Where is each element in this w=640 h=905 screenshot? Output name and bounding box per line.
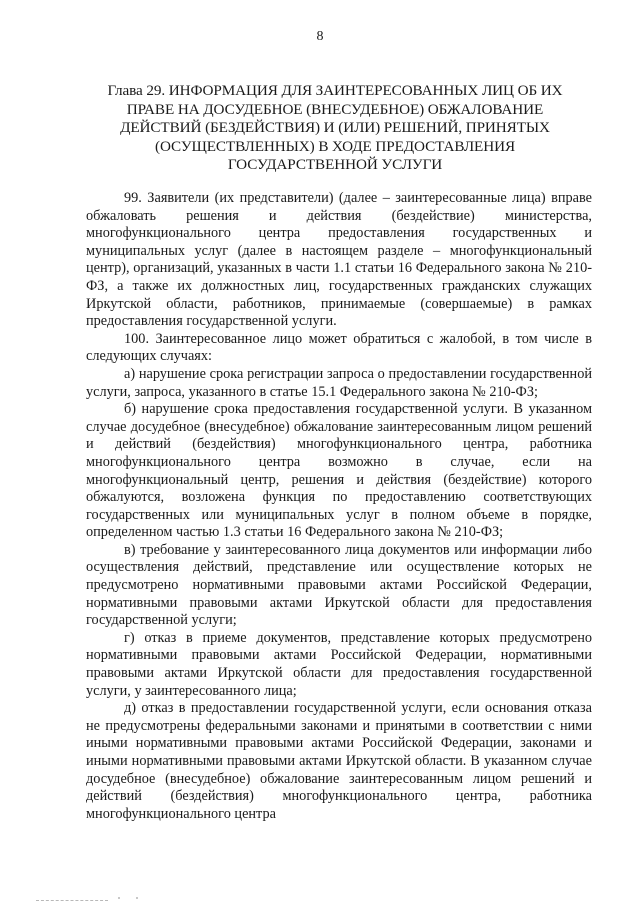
chapter-heading	[80, 82, 590, 175]
footer-divider	[36, 900, 108, 901]
page-number: 8	[316, 29, 324, 44]
body-text	[86, 190, 592, 823]
heading-line: ГОСУДАРСТВЕННОЙ УСЛУГИ	[227, 156, 443, 173]
heading-line: Глава 29. ИНФОРМАЦИЯ ДЛЯ ЗАИНТЕРЕСОВАННЫХ ЛИЦ ОБ ИХ	[107, 82, 563, 99]
footer-mark	[118, 897, 120, 899]
heading-line: ДЕЙСТВИЙ (БЕЗДЕЙСТВИЯ) И (ИЛИ) РЕШЕНИЙ, ПРИНЯТЫХ	[120, 119, 550, 136]
footer-mark	[136, 897, 138, 899]
list-item-a: а) нарушение срока регистрации запроса о предоставлении государственной услуги, запроса, указанного в статье 15.1 Федерального закона № 210-ФЗ;	[86, 365, 592, 400]
list-item-d: д) отказ в предоставлении государственной услуги, если основания отказа не предусмотрены федеральными законами и принятыми в соответствии с ними иными нормативными правовыми актами Российской Федерации, законами и иными нормативными правовыми актами Иркутской области. В указанном случае досудебное (внесудебное) обжалование заинтересованным лицом решений и действий (бездействия) многофункционального центра, работника многофункционального центра	[86, 700, 592, 822]
list-item-v: в) требование у заинтересованного лица документов или информации либо осуществления действий, представление или осуществление которых не предусмотрено нормативными правовыми актами Российской Федерации, нормативными правовыми актами Иркутской области для предоставления государственной услуги;	[86, 541, 592, 629]
paragraph-100: 100. Заинтересованное лицо может обратиться с жалобой, в том числе в следующих случаях:	[86, 330, 592, 365]
list-item-b: б) нарушение срока предоставления государственной услуги. В указанном случае досудебное (внесудебное) обжалование заинтересованным лицом решений и действий (бездействия) многофункционального центра, работника многофункционального центра возможно в случае, если на многофункциональный центр, решения и действия (бездействие) которого обжалуются, возложена функция по предоставлению соответствующих государственных или муниципальных услуг в полном объеме в порядке, определенном частью 1.3 статьи 16 Федерального закона № 210-ФЗ;	[86, 401, 592, 541]
heading-line: ПРАВЕ НА ДОСУДЕБНОЕ (ВНЕСУДЕБНОЕ) ОБЖАЛОВАНИЕ	[126, 100, 544, 118]
heading-line: (ОСУЩЕСТВЛЕННЫХ) В ХОДЕ ПРЕДОСТАВЛЕНИЯ	[154, 137, 515, 155]
paragraph-99: 99. Заявители (их представители) (далее – заинтересованные лица) вправе обжаловать решения и действия (бездействие) министерства, многофункционального центра предоставления государственных и муниципальных услуг (далее в настоящем разделе – многофункциональный центр), организаций, указанных в части 1.1 статьи 16 Федерального закона № 210-ФЗ, а также их должностных лиц, государственных гражданских служащих Иркутской области, работников, принимаемые (совершаемые) в рамках предоставления государственной услуги.	[86, 190, 592, 330]
list-item-g: г) отказ в приеме документов, представление которых предусмотрено нормативными правовыми актами Российской Федерации, нормативными правовыми актами Иркутской области для предоставления государственной услуги, у заинтересованного лица;	[86, 629, 592, 699]
